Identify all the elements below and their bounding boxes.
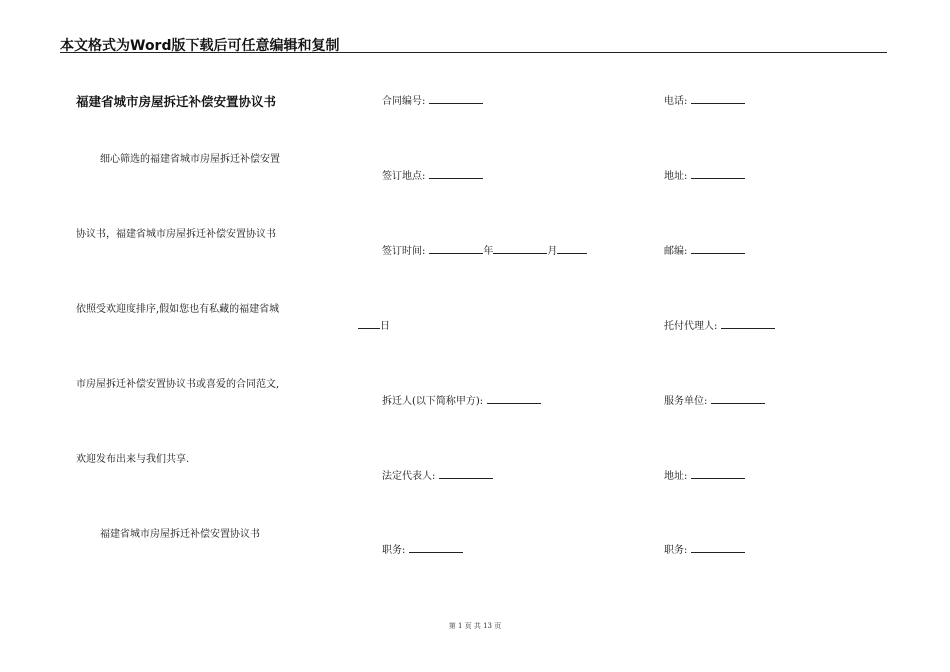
day-label: 日 <box>380 321 390 332</box>
position-label: 职务: <box>382 545 406 556</box>
sign-place-field <box>382 168 483 184</box>
sign-place-label: 签订地点: <box>382 171 426 182</box>
service-unit-label: 服务单位: <box>664 396 708 407</box>
sign-time-field <box>382 243 587 259</box>
phone-blank[interactable] <box>691 93 745 104</box>
page-number: 第 1 页 共 13 页 <box>448 622 502 630</box>
address2-label: 地址: <box>664 471 688 482</box>
intro-line-3: 依照受欢迎度排序,假如您也有私藏的福建省城 <box>76 304 280 315</box>
phone-field <box>664 93 745 109</box>
agent-blank[interactable] <box>721 318 775 329</box>
intro-line-2: 协议书，福建省城市房屋拆迁补偿安置协议书 <box>76 229 276 240</box>
party-a-label: 拆迁人(以下简称甲方): <box>382 396 484 407</box>
address-blank[interactable] <box>691 168 745 179</box>
header-divider <box>60 52 887 53</box>
position-blank[interactable] <box>409 542 463 553</box>
year-label: 年 <box>483 246 494 257</box>
service-unit-blank[interactable] <box>711 393 765 404</box>
position2-field <box>664 542 745 558</box>
party-a-blank[interactable] <box>487 393 541 404</box>
postcode-blank[interactable] <box>691 243 745 254</box>
legal-rep-label: 法定代表人: <box>382 471 436 482</box>
contract-no-blank[interactable] <box>429 93 483 104</box>
position2-label: 职务: <box>664 545 688 556</box>
contract-no-field <box>382 93 483 109</box>
intro-line-5: 欢迎发布出来与我们共享. <box>76 454 190 465</box>
document-title: 福建省城市房屋拆迁补偿安置协议书 <box>76 94 277 109</box>
address2-blank[interactable] <box>691 468 745 479</box>
intro-line-1: 细心筛选的福建省城市房屋拆迁补偿安置 <box>100 154 280 165</box>
intro-line-4: 市房屋拆迁补偿安置协议书或喜爱的合同范文, <box>76 379 280 390</box>
postcode-label: 邮编: <box>664 246 688 257</box>
sign-day-field <box>358 318 390 334</box>
agent-field <box>664 318 775 334</box>
address-label: 地址: <box>664 171 688 182</box>
address-field <box>664 168 745 184</box>
position2-blank[interactable] <box>691 542 745 553</box>
sign-month-blank[interactable] <box>493 243 547 254</box>
legal-rep-blank[interactable] <box>439 468 493 479</box>
postcode-field <box>664 243 745 259</box>
contract-no-label: 合同编号: <box>382 96 426 107</box>
document-subtitle: 福建省城市房屋拆迁补偿安置协议书 <box>100 529 260 540</box>
sign-day-blank-cont[interactable] <box>358 318 380 329</box>
party-a-field <box>382 393 541 409</box>
phone-label: 电话: <box>664 96 688 107</box>
legal-rep-field <box>382 468 493 484</box>
agent-label: 托付代理人: <box>664 321 718 332</box>
sign-time-label: 签订时间: <box>382 246 426 257</box>
header-banner: 本文格式为Word版下载后可任意编辑和复制 <box>60 38 340 54</box>
sign-place-blank[interactable] <box>429 168 483 179</box>
month-label: 月 <box>547 246 558 257</box>
sign-day-blank[interactable] <box>557 243 587 254</box>
address2-field <box>664 468 745 484</box>
service-unit-field <box>664 393 765 409</box>
sign-year-blank[interactable] <box>429 243 483 254</box>
position-field <box>382 542 463 558</box>
